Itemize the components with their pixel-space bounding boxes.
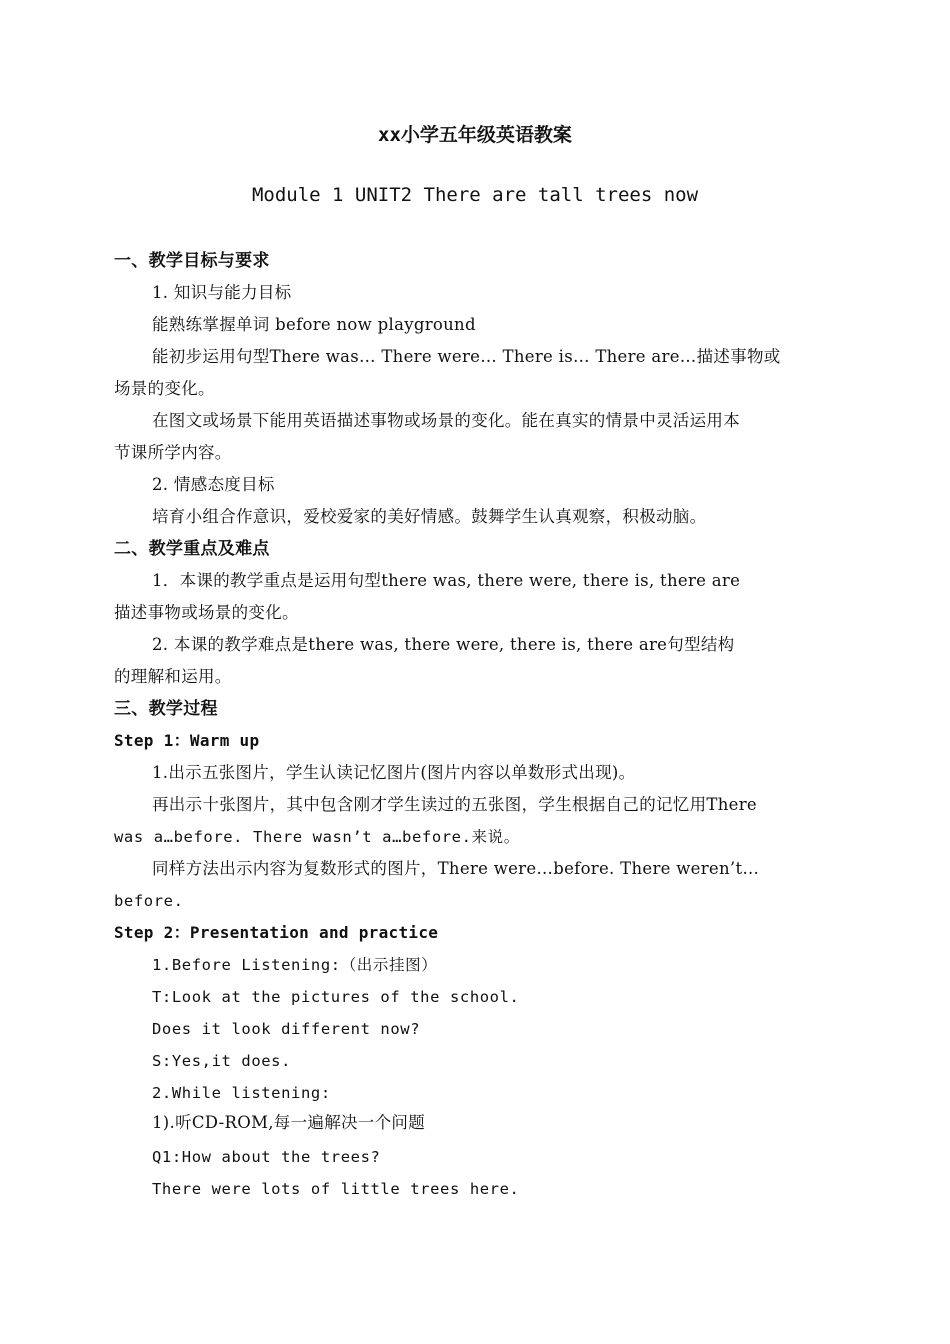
paragraph-line: 2. 本课的教学难点是there was, there were, there is, there are句型结构 bbox=[152, 635, 735, 654]
step-heading-warm-up: Step 1：Warm up bbox=[114, 731, 260, 750]
document-subtitle: Module 1 UNIT2 There are tall trees now bbox=[251, 184, 699, 206]
paragraph-line: 场景的变化。 bbox=[114, 379, 215, 398]
paragraph-line: 1.Before Listening:（出示挂图） bbox=[152, 956, 438, 974]
paragraph-line: Does it look different now? bbox=[152, 1020, 421, 1038]
section-heading-objectives: 一、教学目标与要求 bbox=[114, 251, 270, 271]
step-heading-presentation: Step 2：Presentation and practice bbox=[114, 923, 439, 942]
paragraph-line: 2.While listening: bbox=[152, 1084, 331, 1102]
section-heading-key-points: 二、教学重点及难点 bbox=[114, 539, 270, 559]
paragraph-line: 在图文或场景下能用英语描述事物或场景的变化。能在真实的情景中灵活运用本 bbox=[152, 411, 740, 430]
paragraph-line: T:Look at the pictures of the school. bbox=[152, 988, 520, 1006]
paragraph-line: 1.出示五张图片，学生认读记忆图片(图片内容以单数形式出现)。 bbox=[152, 763, 636, 782]
paragraph-line: was a…before. There wasn’t a…before.来说。 bbox=[114, 828, 520, 846]
paragraph-line: before. bbox=[114, 892, 184, 910]
document-title: xx小学五年级英语教案 bbox=[378, 124, 572, 146]
paragraph-line: 能初步运用句型There was… There were… There is… There are…描述事物或 bbox=[152, 347, 781, 366]
section-heading-process: 三、教学过程 bbox=[114, 699, 218, 719]
paragraph-line: 描述事物或场景的变化。 bbox=[114, 603, 299, 622]
paragraph-line: 同样方法出示内容为复数形式的图片，There were…before. There weren’t… bbox=[152, 859, 760, 878]
subheading-emotion: 2. 情感态度目标 bbox=[152, 475, 275, 494]
paragraph-line: Q1:How about the trees? bbox=[152, 1148, 381, 1166]
paragraph-line: 培育小组合作意识，爱校爱家的美好情感。鼓舞学生认真观察，积极动脑。 bbox=[152, 507, 707, 526]
paragraph-line: S:Yes,it does. bbox=[152, 1052, 292, 1070]
subheading-knowledge: 1. 知识与能力目标 bbox=[152, 283, 292, 302]
paragraph-line: There were lots of little trees here. bbox=[152, 1180, 520, 1198]
paragraph-line: 的理解和运用。 bbox=[114, 667, 232, 686]
paragraph-line: 节课所学内容。 bbox=[114, 443, 232, 462]
paragraph-line: 再出示十张图片，其中包含刚才学生读过的五张图，学生根据自己的记忆用There bbox=[152, 795, 757, 814]
paragraph-line: 1．本课的教学重点是运用句型there was, there were, there is, there are bbox=[152, 571, 741, 590]
paragraph-line: 能熟练掌握单词 before now playground bbox=[152, 315, 476, 334]
paragraph-line: 1).听CD-ROM,每一遍解决一个问题 bbox=[152, 1113, 426, 1132]
